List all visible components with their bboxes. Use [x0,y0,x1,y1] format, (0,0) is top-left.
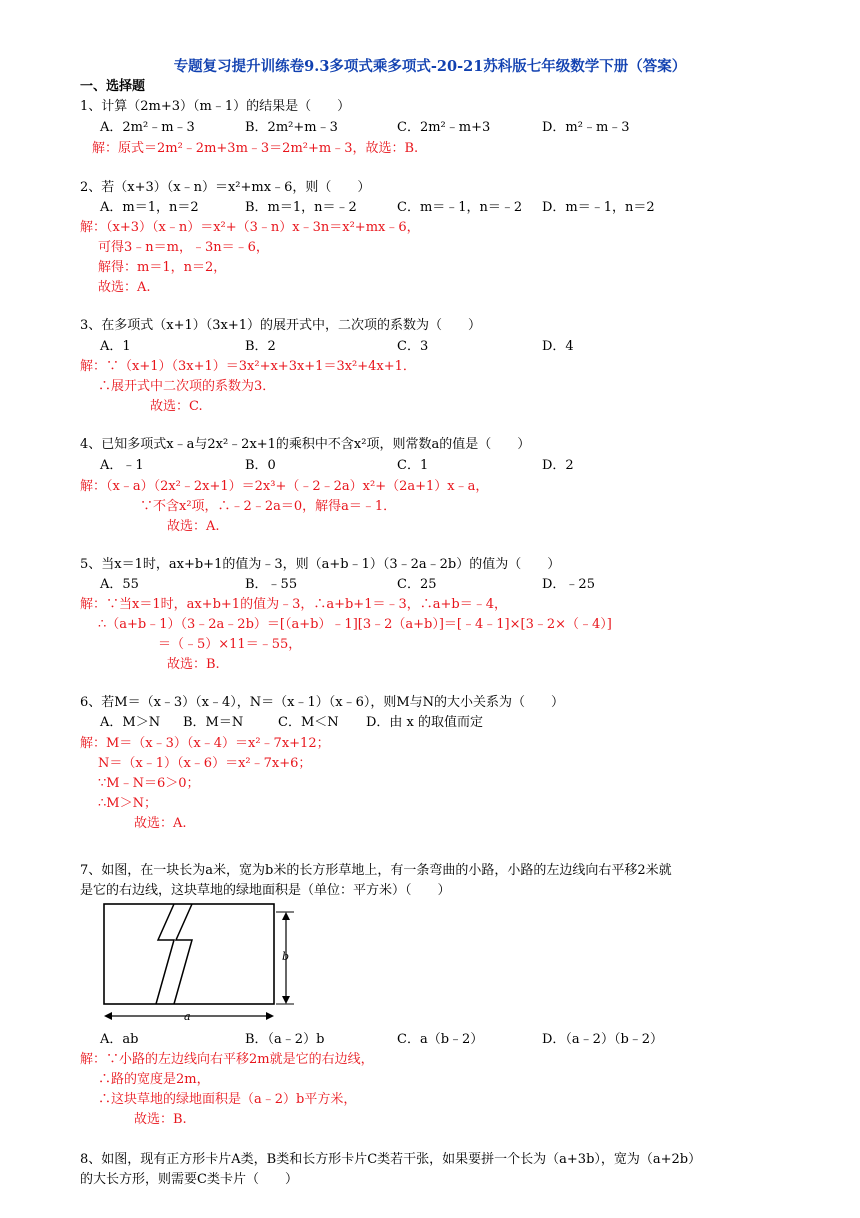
q6-solution-line: ∵M﹣N＝6＞0； [98,776,200,791]
lawn-rectangle [104,904,274,1004]
q1-solution: 解：原式＝2m²﹣2m+3m﹣3＝2m²+m﹣3，故选：B. [92,141,419,156]
section-heading: 一、选择题 [80,79,146,94]
q7-option-b: B．（a﹣2）b [245,1032,325,1047]
q7-stem-line: 是它的右边线，这块草地的绿地面积是（单位：平方米）（ ） [80,883,451,898]
q4-option-a: A．﹣1 [100,458,144,473]
q3-solution-line: ∴展开式中二次项的系数为3． [98,379,276,394]
q4-stem: 4、已知多项式x﹣a与2x²﹣2x+1的乘积中不含x²项，则常数a的值是（ ） [80,437,531,452]
q6-solution-line: ∴M＞N； [98,796,157,811]
q1-option-b: B．2m²+m﹣3 [245,120,338,135]
q7-option-c: C．a（b﹣2） [397,1032,484,1047]
path-left-edge [156,904,174,1004]
q2-stem: 2、若（x+3）（x﹣n）＝x²+mx﹣6，则（ ） [80,180,371,195]
q6-option-d: D．由 x 的取值而定 [366,715,484,730]
q3-solution-line: 故选：C. [150,399,203,414]
q2-solution-line: 故选：A. [98,280,151,295]
q5-solution-line: 故选：B. [167,657,220,672]
q2-option-c: C．m＝﹣1，n＝﹣2 [397,200,523,215]
q1-option-d: D．m²﹣m﹣3 [542,120,630,135]
q4-option-c: C．1 [397,458,429,473]
q4-solution-line: ∵不含x²项，∴﹣2﹣2a＝0，解得a＝﹣1． [140,499,397,514]
q7-solution-line: 故选：B. [134,1112,187,1127]
q4-option-b: B．0 [245,458,276,473]
q5-option-d: D．﹣25 [542,577,595,592]
q7-solution-line: ∴这块草地的绿地面积是（a﹣2）b平方米， [98,1092,357,1107]
q7-figure [98,902,308,1026]
q5-option-a: A．55 [100,577,139,592]
q2-solution-line: 可得3﹣n＝m，﹣3n＝﹣6， [98,240,269,255]
q7-stem-line: 7、如图，在一块长为a米，宽为b米的长方形草地上，有一条弯曲的小路，小路的左边线向右平移2米就 [80,863,672,878]
q7-option-a: A．ab [100,1032,139,1047]
q8-stem-line: 的大长方形，则需要C类卡片（ ） [80,1172,298,1187]
q5-solution-line: 解：∵当x＝1时，ax+b+1的值为﹣3，∴a+b+1＝﹣3，∴a+b＝﹣4， [80,597,507,612]
q6-solution-line: 故选：A. [134,816,187,831]
q3-option-d: D．4 [542,339,574,354]
q1-option-c: C．2m²﹣m+3 [397,120,491,135]
q5-solution-line: ∴（a+b﹣1）（3﹣2a﹣2b）＝[（a+b）﹣1][3﹣2（a+b）]＝[﹣4﹣1]×[3﹣2×（﹣4）] [98,617,612,632]
q6-option-b: B．M＝N [183,715,244,730]
q5-option-b: B．﹣55 [245,577,298,592]
q5-option-c: C．25 [397,577,437,592]
q4-option-d: D．2 [542,458,574,473]
q6-solution-line: N＝（x﹣1）（x﹣6）＝x²﹣7x+6； [98,756,312,771]
q3-option-a: A．1 [100,339,131,354]
q3-option-c: C．3 [397,339,429,354]
q5-stem: 5、当x＝1时，ax+b+1的值为﹣3，则（a+b﹣1）（3﹣2a﹣2b）的值为（ ） [80,557,561,572]
arrowhead-icon [282,996,290,1004]
q3-solution-line: 解：∵（x+1）（3x+1）＝3x²+x+3x+1＝3x²+4x+1． [80,359,416,374]
q8-stem-line: 8、如图，现有正方形卡片A类，B类和长方形卡片C类若干张，如果要拼一个长为（a+3b），宽为（a+2b） [80,1152,702,1167]
q2-solution-line: 解：（x+3）（x﹣n）＝x²+（3﹣n）x﹣3n＝x²+mx﹣6， [80,220,420,235]
q6-option-a: A．M＞N [100,715,161,730]
q7-solution-line: 解：∵小路的左边线向右平移2m就是它的右边线， [80,1052,374,1067]
q6-option-c: C．M＜N [278,715,339,730]
q7-option-d: D．（a﹣2）（b﹣2） [542,1032,664,1047]
path-right-edge [174,904,192,1004]
q7-solution-line: ∴路的宽度是2m， [98,1072,210,1087]
q6-stem: 6、若M＝（x﹣3）（x﹣4），N＝（x﹣1）（x﹣6），则M与N的大小关系为（ ） [80,695,565,710]
a-label: a [184,1010,191,1023]
arrowhead-icon [282,912,290,920]
q1-stem: 1、计算（2m+3）（m﹣1）的结果是（ ） [80,99,351,114]
q4-solution-line: 故选：A. [167,519,220,534]
q2-solution-line: 解得：m＝1，n＝2， [98,260,227,275]
q3-option-b: B．2 [245,339,276,354]
q1-option-a: A．2m²﹣m﹣3 [100,120,195,135]
q2-option-a: A．m＝1，n＝2 [100,200,199,215]
q2-option-b: B．m＝1，n＝﹣2 [245,200,357,215]
arrowhead-icon [104,1012,112,1020]
q3-stem: 3、在多项式（x+1）（3x+1）的展开式中，二次项的系数为（ ） [80,318,482,333]
q2-option-d: D．m＝﹣1，n＝2 [542,200,655,215]
q6-solution-line: 解：M＝（x﹣3）（x﹣4）＝x²﹣7x+12； [80,736,330,751]
arrowhead-icon [266,1012,274,1020]
q4-solution-line: 解：（x﹣a）（2x²﹣2x+1）＝2x³+（﹣2﹣2a）x²+（2a+1）x﹣a， [80,479,489,494]
page-title: 专题复习提升训练卷9.3多项式乘多项式-20-21苏科版七年级数学下册（答案） [173,58,687,75]
q5-solution-line: ＝（﹣5）×11＝﹣55， [158,637,302,652]
b-label: b [282,950,290,963]
